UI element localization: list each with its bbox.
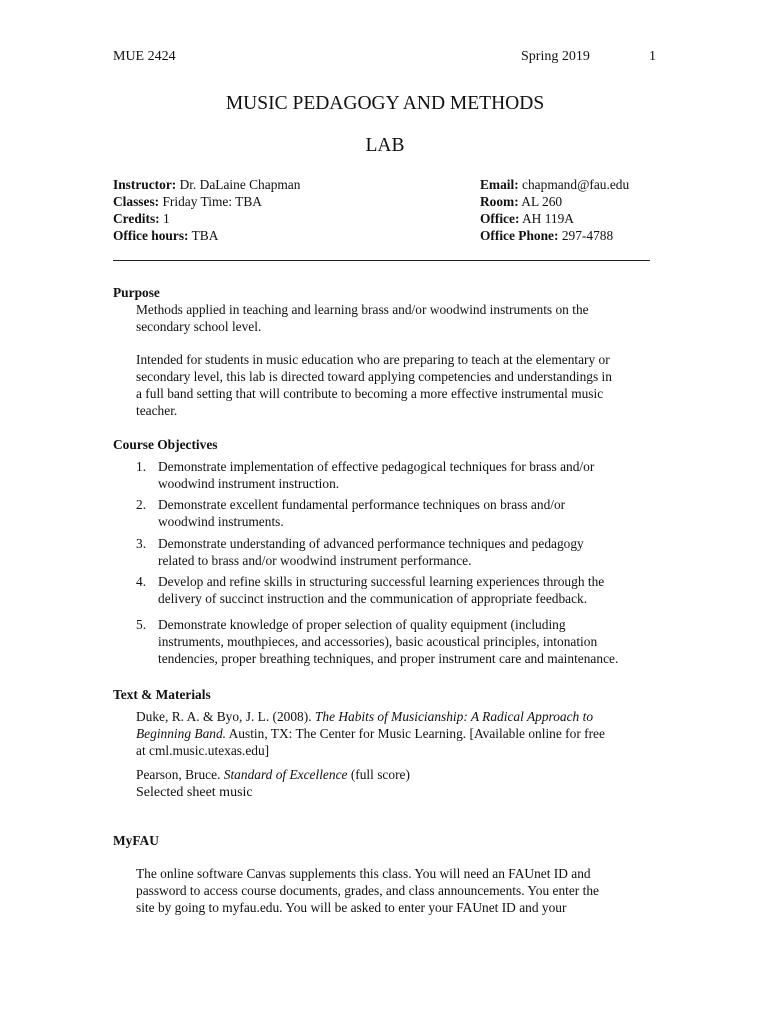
ref2-title: Standard of Excellence [223, 767, 348, 782]
myfau-line: site by going to myfau.edu. You will be asked to enter your FAUnet ID and your [136, 900, 567, 915]
credits-row [113, 210, 170, 227]
office-label: Office: [480, 211, 520, 226]
phone-value: 297-4788 [561, 228, 614, 243]
ref1-title: The Habits of Musicianship: A Radical Approach to [314, 709, 594, 724]
ref1-url: at cml.music.utexas.edu] [136, 743, 270, 758]
purpose-p1-line: Methods applied in teaching and learning brass and/or woodwind instruments on the [136, 302, 589, 317]
objective-line: Demonstrate implementation of effective pedagogical techniques for brass and/or [158, 459, 595, 474]
email-label: Email: [480, 177, 519, 192]
phone-row [480, 227, 613, 244]
room-label: Room: [480, 194, 519, 209]
objective-line: Demonstrate knowledge of proper selection of quality equipment (including [158, 617, 566, 632]
phone-label: Office Phone: [480, 228, 559, 243]
room-row [480, 193, 562, 210]
divider-line [113, 260, 650, 261]
objective-line: Demonstrate excellent fundamental performance techniques on brass and/or [158, 497, 566, 512]
ref2-author: Pearson, Bruce. [136, 767, 224, 782]
instructor-row [113, 176, 300, 193]
room-value: AL 260 [521, 194, 563, 209]
objective-number: 5. [136, 617, 147, 632]
reference-duke [136, 708, 656, 759]
objective-line: Develop and refine skills in structuring successful learning experiences through the [158, 574, 605, 589]
office-row [480, 210, 574, 227]
page-subtitle: LAB [365, 135, 405, 156]
objective-line: delivery of succinct instruction and the communication of appropriate feedback. [158, 591, 588, 606]
classes-row [113, 193, 262, 210]
header-course: MUE 2424 [113, 49, 176, 64]
classes-label: Classes: [113, 194, 160, 209]
classes-value: Friday Time: TBA [162, 194, 262, 209]
office-value: AH 119A [522, 211, 574, 226]
credits-value: 1 [162, 211, 170, 226]
email-row [480, 176, 629, 193]
instructor-value: Dr. DaLaine Chapman [179, 177, 301, 192]
purpose-p2-line: Intended for students in music education who are preparing to teach at the elementary or [136, 352, 610, 367]
purpose-p2-line: a full band setting that will contribute to becoming a more effective instrumental music [136, 386, 604, 401]
instructor-label: Instructor: [113, 177, 177, 192]
myfau-line: The online software Canvas supplements this class. You will need an FAUnet ID and [136, 866, 591, 881]
ref3-text: Selected sheet music [136, 785, 253, 800]
purpose-p2-line: teacher. [136, 403, 178, 418]
header-term: Spring 2019 [521, 49, 590, 64]
myfau-heading: MyFAU [113, 833, 159, 848]
reference-sheet-music [136, 784, 656, 801]
objective-line: woodwind instruments. [158, 514, 284, 529]
purpose-p1-line: secondary school level. [136, 319, 262, 334]
objective-line: Demonstrate understanding of advanced performance techniques and pedagogy [158, 536, 584, 551]
office-hours-row [113, 227, 218, 244]
myfau-paragraph [136, 865, 656, 916]
ref1-authors: Duke, R. A. & Byo, J. L. (2008). [136, 709, 315, 724]
objective-number: 4. [136, 574, 147, 589]
objectives-heading: Course Objectives [113, 437, 218, 452]
objective-number: 2. [136, 497, 147, 512]
email-value[interactable]: chapmand@fau.edu [522, 177, 630, 192]
purpose-heading: Purpose [113, 285, 160, 300]
office-hours-label: Office hours: [113, 228, 189, 243]
reference-pearson [136, 766, 656, 783]
materials-heading: Text & Materials [113, 687, 211, 702]
objective-number: 3. [136, 536, 147, 551]
ref1-title-cont: Beginning Band. [136, 726, 227, 741]
objective-line: tendencies, proper breathing techniques, and proper instrument care and maintenance. [158, 651, 619, 666]
page-number: 1 [649, 49, 656, 64]
objective-line: related to brass and/or woodwind instrument performance. [158, 553, 472, 568]
objective-line: instruments, mouthpieces, and accessories), basic acoustical principles, intonation [158, 634, 598, 649]
objective-line: woodwind instrument instruction. [158, 476, 340, 491]
ref2-note: (full score) [347, 767, 410, 782]
myfau-line: password to access course documents, grades, and class announcements. You enter the [136, 883, 599, 898]
purpose-paragraph-1 [136, 301, 656, 335]
purpose-paragraph-2 [136, 351, 656, 419]
page-title: MUSIC PEDAGOGY AND METHODS [225, 93, 545, 114]
office-hours-value: TBA [191, 228, 219, 243]
objective-number: 1. [136, 459, 147, 474]
credits-label: Credits: [113, 211, 160, 226]
ref1-publisher: Austin, TX: The Center for Music Learning. [Available online for free [226, 726, 605, 741]
purpose-p2-line: secondary level, this lab is directed toward applying competencies and understandings in [136, 369, 612, 384]
